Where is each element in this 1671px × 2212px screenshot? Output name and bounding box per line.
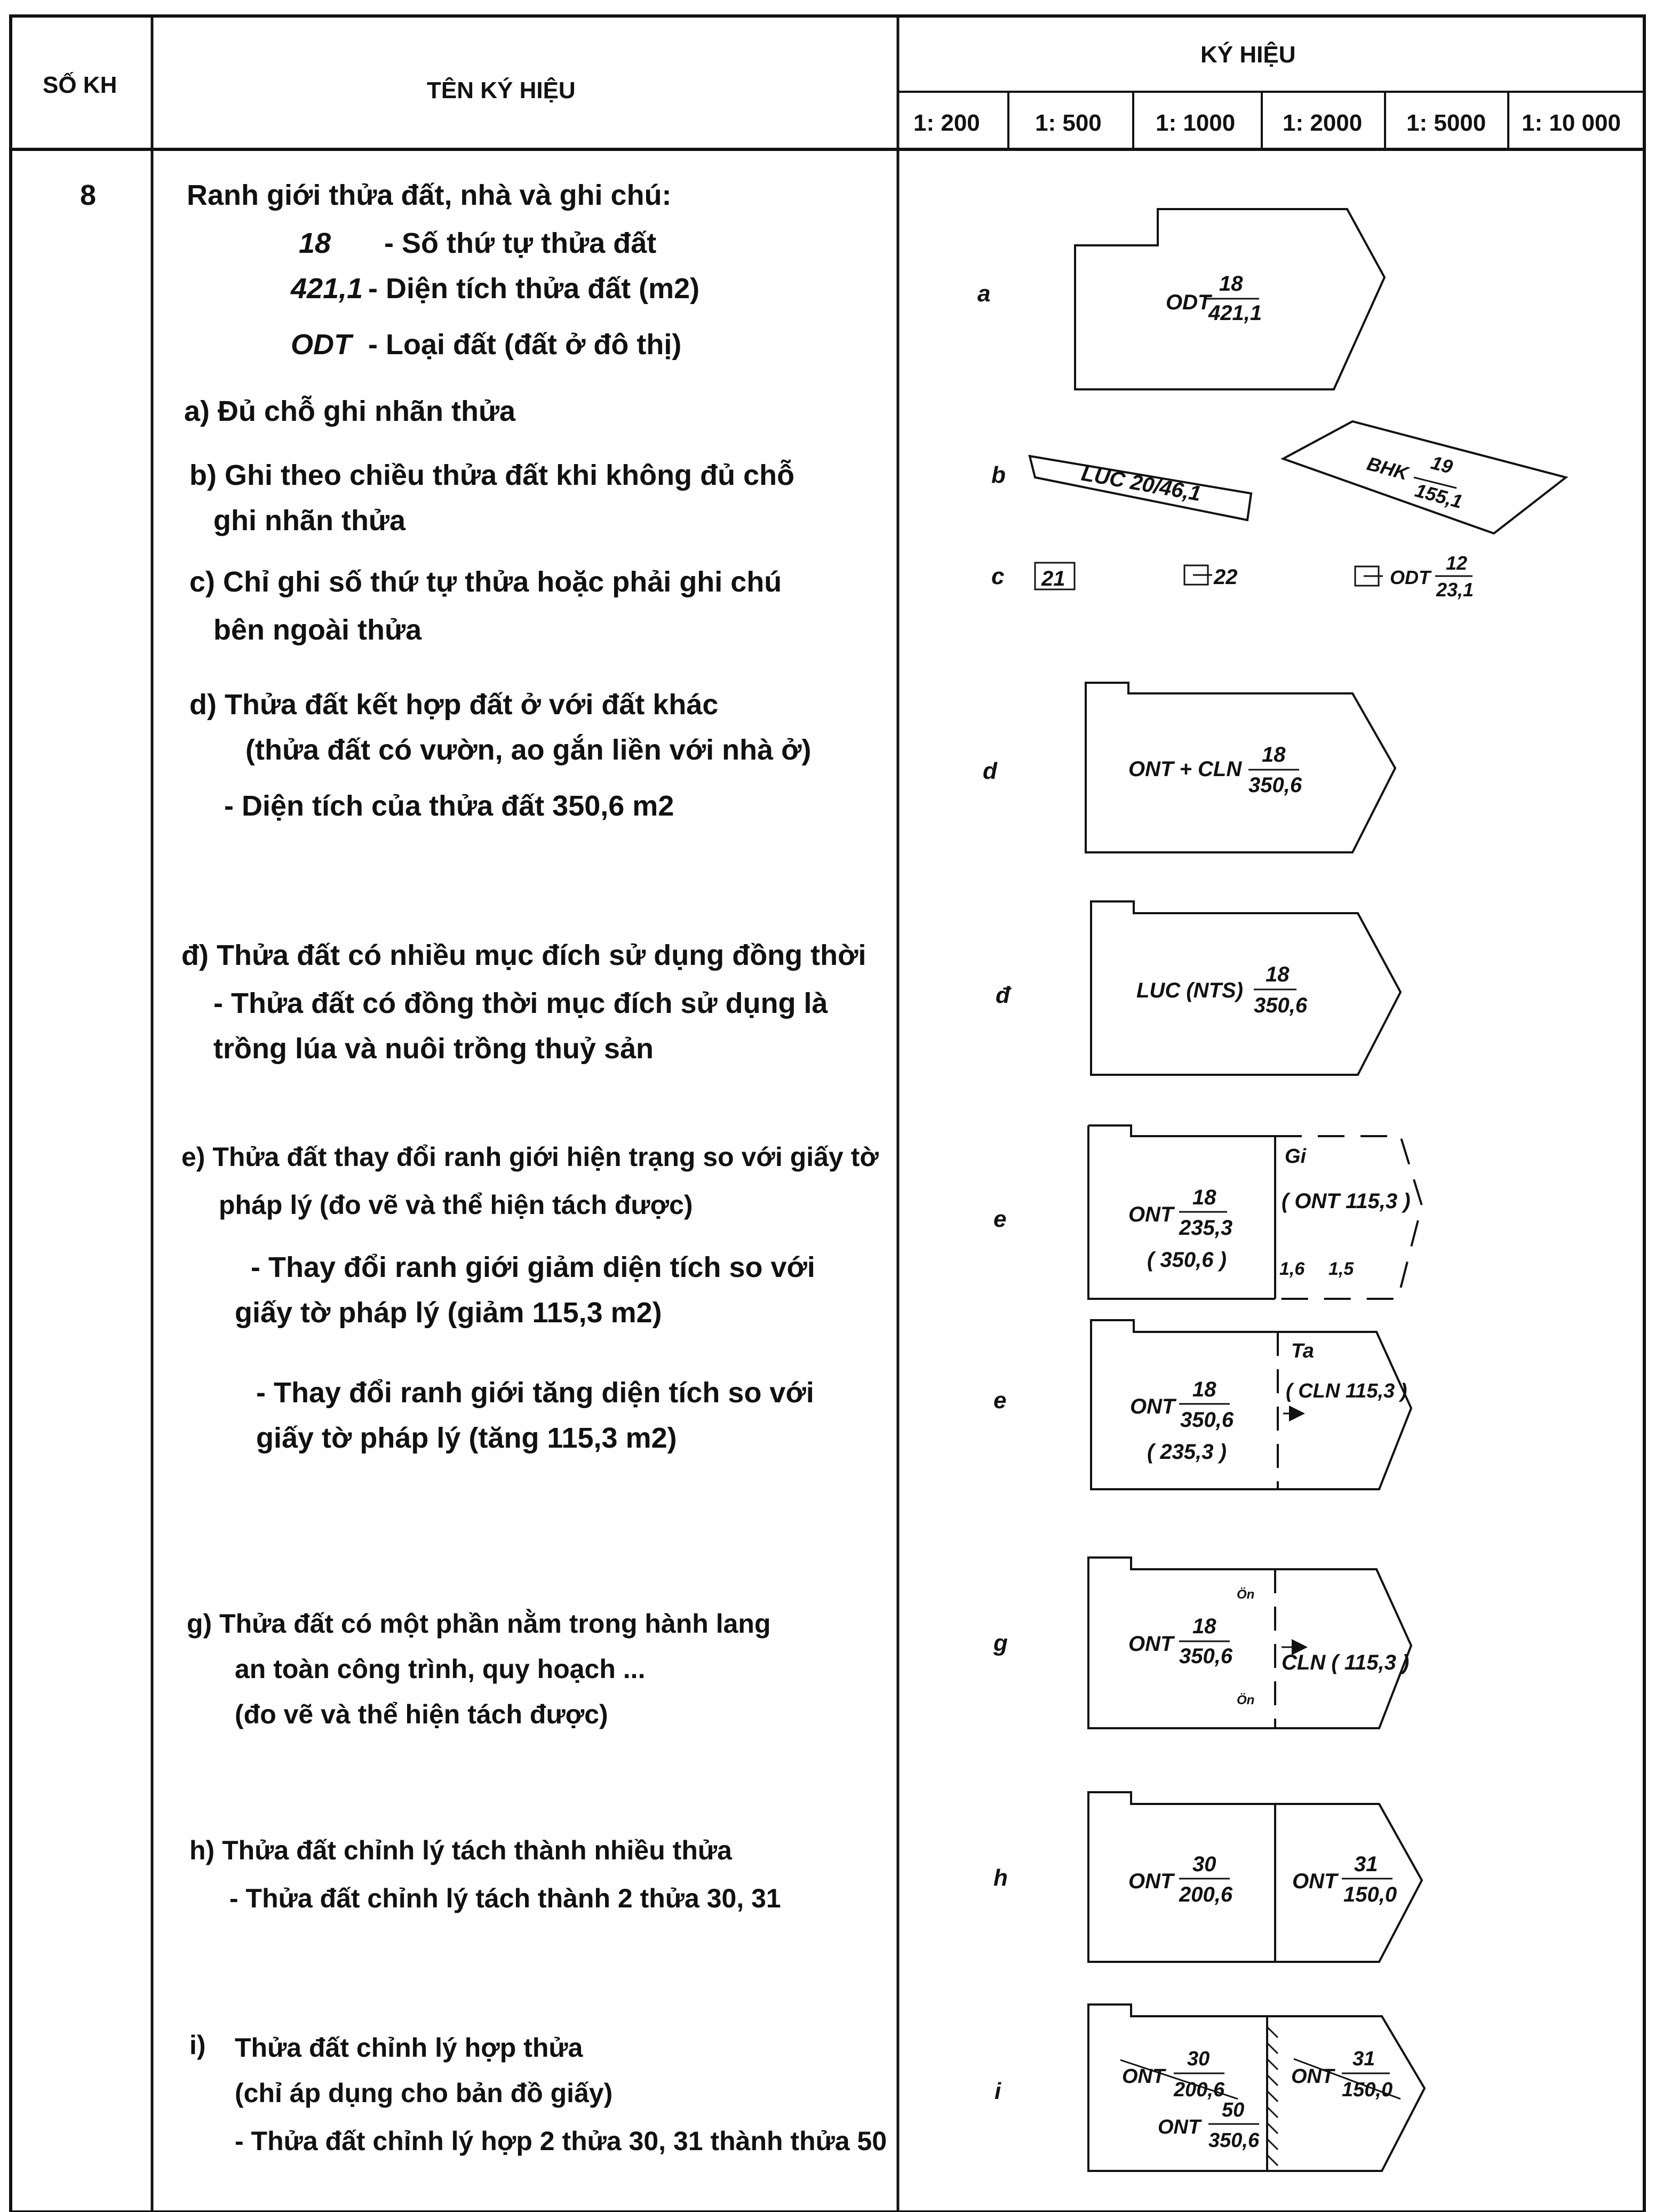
item-dd-line1: đ) Thửa đất có nhiều mục đích sử dụng đồng thời — [181, 939, 866, 971]
scale-1000: 1: 1000 — [1156, 110, 1236, 136]
item-e-line1: e) Thửa đất thay đổi ranh giới hiện trạng so với giấy tờ — [181, 1142, 879, 1172]
item-c-line2: bên ngoài thửa — [213, 614, 422, 646]
symbol-letter-d: d — [983, 758, 997, 784]
e2-type: ONT — [1130, 1395, 1175, 1418]
symbol-letter-i: i — [994, 2078, 1001, 2104]
symbol-letter-e2: e — [993, 1387, 1007, 1414]
h-right-num: 31 — [1354, 1852, 1378, 1876]
a-area: 421,1 — [1208, 301, 1262, 325]
item-d-line3: - Diện tích của thửa đất 350,6 m2 — [224, 790, 674, 822]
item-i-marker: i) — [189, 2030, 206, 2060]
i-old-right-area: 150,0 — [1342, 2079, 1393, 2101]
c-right-area: 23,1 — [1436, 579, 1474, 601]
item-g-line1: g) Thửa đất có một phần nằm trong hành lang — [187, 1609, 771, 1639]
scale-5000: 1: 5000 — [1406, 110, 1486, 136]
scale-10000: 1: 10 000 — [1522, 110, 1621, 136]
item-b-line1: b) Ghi theo chiều thửa đất khi không đủ chỗ — [189, 459, 795, 491]
item-dd-line2: - Thửa đất có đồng thời mục đích sử dụng là — [213, 987, 828, 1019]
g-type: ONT — [1128, 1632, 1174, 1656]
i-old-left-num: 30 — [1187, 2048, 1210, 2070]
item-b-line2: ghi nhãn thửa — [213, 505, 406, 537]
c-box-label: 21 — [1041, 567, 1065, 590]
e1-side-code: Gi — [1285, 1145, 1307, 1168]
dd-area: 350,6 — [1254, 994, 1308, 1017]
h-right-area: 150,0 — [1343, 1883, 1397, 1906]
item-d-line1: d) Thửa đất kết hợp đất ở với đất khác — [189, 689, 719, 721]
item-g-line3: (đo vẽ và thể hiện tách được) — [235, 1699, 608, 1729]
item-a: a) Đủ chỗ ghi nhãn thửa — [184, 395, 516, 427]
row-title: Ranh giới thửa đất, nhà và ghi chú: — [187, 179, 672, 211]
e1-paren: ( 350,6 ) — [1147, 1248, 1227, 1272]
item-e-line2: pháp lý (đo vẽ và thể hiện tách được) — [219, 1190, 693, 1220]
d-num: 18 — [1262, 743, 1286, 766]
i-old-left-type: ONT — [1122, 2065, 1165, 2088]
scale-500: 1: 500 — [1035, 110, 1102, 136]
item-h-line1: h) Thửa đất chỉnh lý tách thành nhiều thửa — [189, 1835, 732, 1865]
item-e-line5: - Thay đổi ranh giới tăng diện tích so với — [256, 1377, 814, 1409]
i-new-type: ONT — [1158, 2116, 1201, 2138]
item-e-line6: giấy tờ pháp lý (tăng 115,3 m2) — [256, 1422, 677, 1454]
c-right-type: ODT — [1390, 566, 1430, 588]
legend-desc-area: - Diện tích thửa đất (m2) — [368, 273, 700, 305]
e2-num: 18 — [1192, 1378, 1216, 1401]
item-i-line2: (chỉ áp dụng cho bản đồ giấy) — [235, 2078, 613, 2108]
symbol-letter-e1: e — [993, 1206, 1007, 1232]
symbol-letter-b: b — [991, 462, 1006, 488]
i-new-num: 50 — [1222, 2099, 1245, 2121]
header-ten-ky-hieu: TÊN KÝ HIỆU — [427, 77, 576, 103]
symbol-letter-g: g — [993, 1630, 1008, 1656]
dd-num: 18 — [1266, 963, 1290, 986]
i-old-left-area: 200,6 — [1174, 2079, 1225, 2101]
item-i-line3: - Thửa đất chỉnh lý hợp 2 thửa 30, 31 thành thửa 50 — [235, 2126, 887, 2156]
item-e-line3: - Thay đổi ranh giới giảm diện tích so với — [251, 1251, 815, 1283]
b-right-num: 19 — [1428, 451, 1455, 478]
g-side-text: CLN ( 115,3 ) — [1282, 1651, 1410, 1674]
symbol-letter-h: h — [993, 1865, 1008, 1891]
h-left-area: 200,6 — [1179, 1883, 1233, 1906]
item-c-line1: c) Chỉ ghi số thứ tự thửa hoặc phải ghi chú — [189, 566, 782, 598]
d-type: ONT + CLN — [1128, 757, 1242, 781]
parcel-b-right-outline — [1283, 421, 1566, 533]
g-mark-top: Ön — [1237, 1587, 1255, 1602]
item-h-line2: - Thửa đất chỉnh lý tách thành 2 thửa 30, 31 — [229, 1883, 781, 1913]
item-dd-line3: trồng lúa và nuôi trồng thuỷ sản — [213, 1033, 654, 1065]
row-number: 8 — [80, 179, 97, 211]
legend-desc-number: - Số thứ tự thửa đất — [384, 227, 657, 259]
e2-area: 350,6 — [1180, 1408, 1234, 1432]
e1-side-text: ( ONT 115,3 ) — [1282, 1189, 1411, 1213]
symbol-letter-c: c — [991, 563, 1005, 589]
h-left-num: 30 — [1192, 1852, 1216, 1876]
a-type: ODT — [1166, 291, 1211, 314]
header-so-kh: SỐ KH — [43, 72, 117, 98]
dd-type: LUC (NTS) — [1136, 979, 1243, 1002]
item-d-line2: (thửa đất có vườn, ao gắn liền với nhà ở) — [245, 734, 811, 766]
scale-2000: 1: 2000 — [1283, 110, 1363, 136]
symbol-letter-a: a — [977, 281, 991, 307]
i-new-area: 350,6 — [1208, 2129, 1260, 2152]
c-mid-label: 22 — [1214, 565, 1238, 589]
e1-num: 18 — [1192, 1186, 1216, 1209]
b-right-type: BHK — [1364, 452, 1411, 484]
e1-dim2: 1,5 — [1328, 1259, 1354, 1279]
legend-key-type: ODT — [291, 329, 352, 361]
b-right-area: 155,1 — [1412, 479, 1465, 513]
parcel-i-hatch — [1267, 2027, 1278, 2166]
item-g-line2: an toàn công trình, quy hoạch ... — [235, 1654, 646, 1684]
legend-desc-type: - Loại đất (đất ở đô thị) — [368, 329, 682, 361]
a-num: 18 — [1219, 272, 1243, 296]
g-mark-bottom: Ön — [1237, 1693, 1255, 1707]
h-right-type: ONT — [1292, 1870, 1338, 1893]
e1-dim1: 1,6 — [1279, 1259, 1305, 1279]
e2-side-code: Ta — [1291, 1340, 1314, 1362]
e2-paren: ( 235,3 ) — [1147, 1440, 1227, 1464]
g-area: 350,6 — [1179, 1644, 1233, 1668]
e2-side-text: ( CLN 115,3 ) — [1286, 1380, 1407, 1402]
i-old-right-num: 31 — [1352, 2048, 1375, 2070]
scale-200: 1: 200 — [913, 110, 980, 136]
header-ky-hieu: KÝ HIỆU — [1200, 42, 1296, 68]
item-i-line1: Thửa đất chỉnh lý hợp thửa — [235, 2033, 583, 2063]
e1-area: 235,3 — [1179, 1216, 1233, 1240]
b-left-label: LUC 20/46,1 — [1079, 461, 1203, 506]
h-left-type: ONT — [1128, 1870, 1174, 1893]
g-num: 18 — [1192, 1615, 1216, 1638]
legend-key-area: 421,1 — [291, 273, 363, 305]
item-e-line4: giấy tờ pháp lý (giảm 115,3 m2) — [235, 1297, 662, 1329]
d-area: 350,6 — [1248, 773, 1302, 797]
i-old-right-type: ONT — [1291, 2065, 1334, 2088]
legend-key-number: 18 — [299, 227, 331, 259]
symbol-letter-dd: đ — [996, 982, 1010, 1008]
c-right-num: 12 — [1446, 552, 1468, 574]
e1-type: ONT — [1128, 1203, 1174, 1226]
